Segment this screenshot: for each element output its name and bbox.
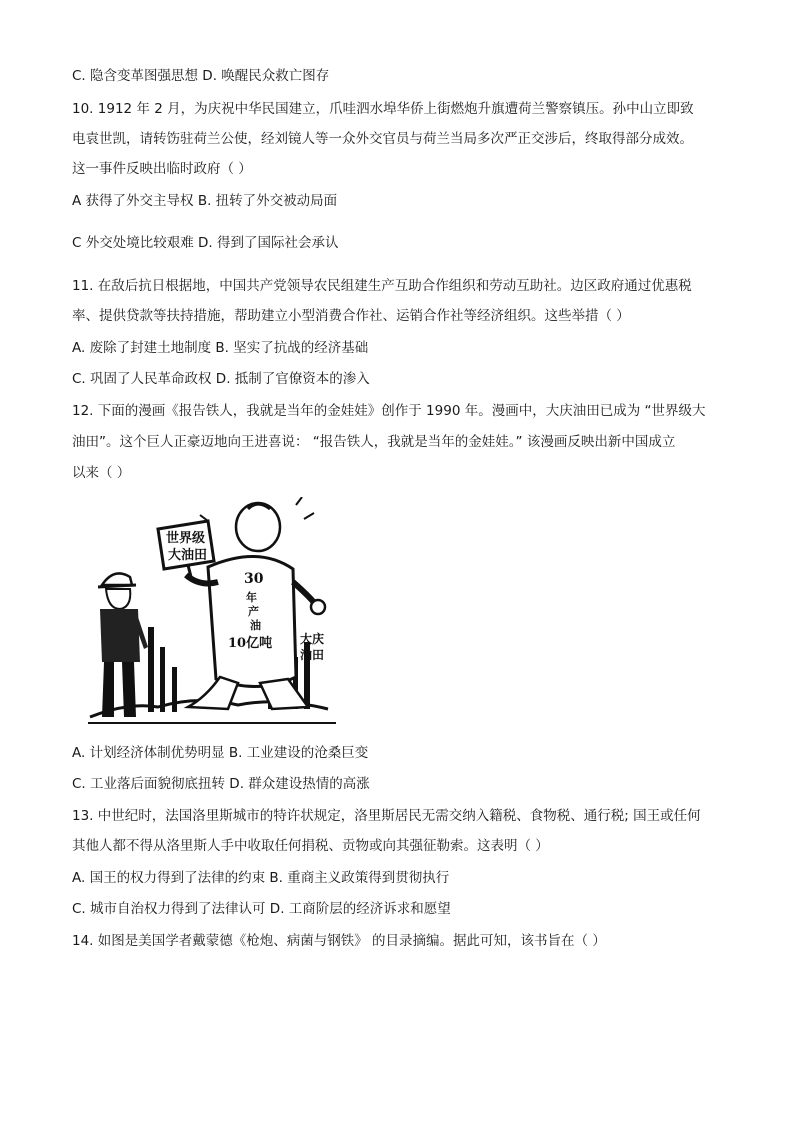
side-label-2: 油田 [300,648,325,662]
sign-line-2: 大油田 [168,548,208,563]
q9-options-cd: C. 隐含变革图强思想 D. 唤醒民众救亡图存 [72,68,330,84]
q12-stem-line-2: 油田”。这个巨人正豪迈地向王进喜说： “报告铁人，我就是当年的金娃娃。” 该漫画反映出新中国成立 [72,434,676,450]
q13-stem-line-1: 13. 中世纪时，法国洛里斯城市的特许状规定，洛里斯居民无需交纳入籍税、食物税、通行税; 国王或任何 [72,808,701,824]
worker-figure [98,573,148,717]
body-text-nian: 年 [246,591,257,604]
q11-stem-line-1: 11. 在敌后抗日根据地，中国共产党领导农民组建生产互助合作组织和劳动互助社。边区政府通过优惠税 [72,278,692,294]
body-text-amount: 10亿吨 [228,636,273,651]
q10-stem-line-2: 电袁世凯，请转饬驻荷兰公使，经刘镜人等一众外交官员与荷兰当局多次严正交涉后，终取得部分成效。 [72,131,693,147]
q10-options-cd: C 外交处境比较艰难 D. 得到了国际社会承认 [72,235,339,251]
q12-options-ab: A. 计划经济体制优势明显 B. 工业建设的沧桑巨变 [72,745,369,761]
q12-stem-line-3: 以来（ ） [72,465,131,481]
q13-stem-line-2: 其他人都不得从洛里斯人手中收取任何捐税、贡物或向其强征勒索。这表明（ ） [72,838,549,854]
world-class-sign [158,521,214,581]
q11-options-cd: C. 巩固了人民革命政权 D. 抵制了官僚资本的渗入 [72,371,370,387]
cartoon-drawing [88,497,338,725]
sign-line-1: 世界级 [166,531,206,546]
body-text-you: 油 [250,619,261,632]
q13-options-cd: C. 城市自治权力得到了法律认可 D. 工商阶层的经济诉求和愿望 [72,901,451,917]
body-text-30: 30 [244,571,264,587]
q10-stem-line-1: 10. 1912 年 2 月，为庆祝中华民国建立，爪哇泗水埠华侨上街燃炮升旗遭荷兰警察镇压。孙中山立即致 [72,101,694,117]
q13-options-ab: A. 国王的权力得到了法律的约束 B. 重商主义政策得到贯彻执行 [72,870,450,886]
q11-options-ab: A. 废除了封建土地制度 B. 坚实了抗战的经济基础 [72,340,369,356]
q14-stem-line-1: 14. 如图是美国学者戴蒙德《枪炮、病菌与钢铁》 的目录摘编。据此可知，该书旨在（ ） [72,933,606,949]
q12-stem-line-1: 12. 下面的漫画《报告铁人，我就是当年的金娃娃》创作于 1990 年。漫画中，大庆油田已成为 “世界级大 [72,403,706,419]
side-label-1: 大庆 [300,632,325,646]
q11-stem-line-2: 率、提供贷款等扶持措施，帮助建立小型消费合作社、运销合作社等经济组织。这些举措（ ） [72,308,630,324]
q10-stem-line-3: 这一事件反映出临时政府（ ） [72,161,252,177]
q10-options-ab: A 获得了外交主导权 B. 扭转了外交被动局面 [72,193,338,209]
daqing-cartoon [88,497,338,725]
q12-options-cd: C. 工业落后面貌彻底扭转 D. 群众建设热情的高涨 [72,776,370,792]
body-text-chan: 产 [248,605,259,618]
